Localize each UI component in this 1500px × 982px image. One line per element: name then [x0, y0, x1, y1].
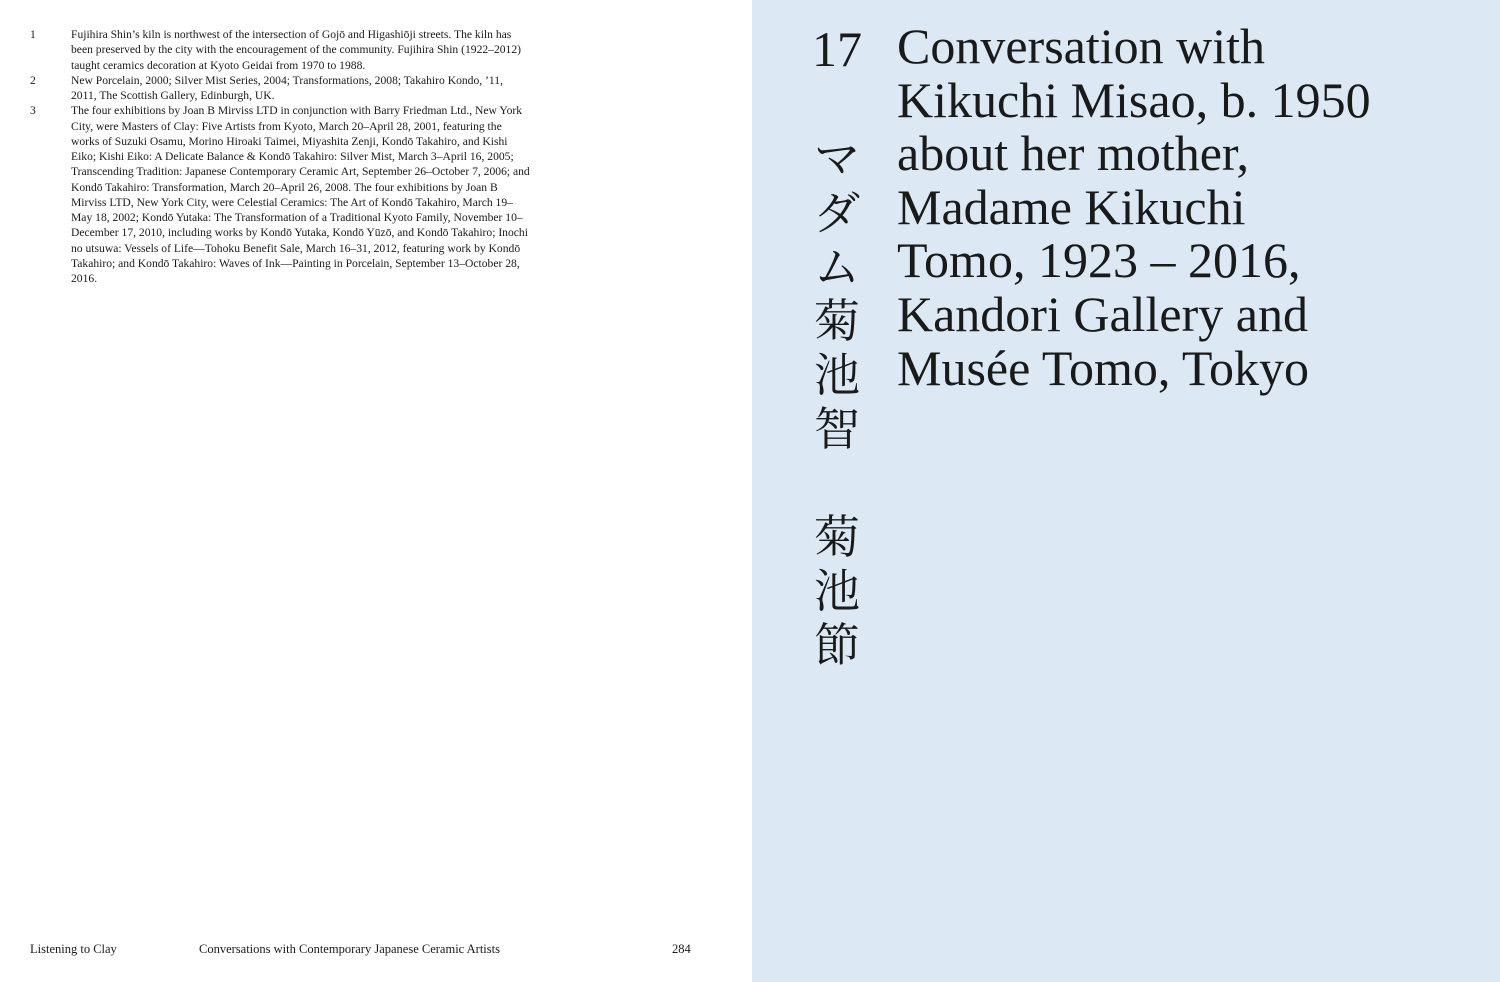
title-line: Tomo, 1923 – 2016,	[897, 232, 1301, 289]
japanese-char: 菊	[814, 294, 860, 348]
japanese-spacer	[812, 456, 862, 510]
footnote	[30, 73, 530, 104]
japanese-char: 池	[814, 564, 860, 618]
footnote	[30, 103, 530, 286]
chapter-number: 17	[812, 21, 862, 77]
japanese-char: ム	[814, 240, 860, 294]
title-line: about her mother,	[897, 125, 1250, 182]
footnote-number: 2	[30, 73, 36, 87]
title-line: Kikuchi Misao, b. 1950	[897, 71, 1371, 128]
japanese-char: ダ	[814, 186, 860, 240]
footnote-text: Fujihira Shin’s kiln is northwest of the intersection of Gojō and Higashiōji streets. The kiln has been preserved by the city with the encouragement of the community. Fujihira Shin (1922–2012) taught ceramics decoration at Kyoto Geidai from 1970 to 1988.	[71, 28, 522, 72]
japanese-name-column	[812, 132, 862, 672]
japanese-char: 節	[814, 618, 860, 672]
footnotes	[30, 27, 530, 286]
title-line: Conversation with	[897, 18, 1266, 74]
japanese-char: マ	[814, 132, 860, 186]
footnote-number: 3	[30, 104, 36, 118]
title-line: Madame Kikuchi	[897, 178, 1246, 235]
footnote-number: 1	[30, 28, 36, 41]
footnote	[30, 27, 530, 73]
chapter-title	[897, 20, 1487, 395]
japanese-char: 菊	[814, 510, 860, 564]
title-line: Musée Tomo, Tokyo	[897, 339, 1309, 396]
footer-book-title: Listening to Clay	[30, 942, 117, 956]
japanese-char: 智	[814, 402, 860, 456]
title-line: Kandori Gallery and	[897, 285, 1308, 342]
footnote-text: New Porcelain, 2000; Silver Mist Series, 2004; Transformations, 2008; Takahiro Kondo, ’11, 2011, The Scottish Gallery, Edinburgh, UK.	[71, 73, 503, 102]
japanese-char: 池	[814, 348, 860, 402]
footnote-text: The four exhibitions by Joan B Mirviss LTD in conjunction with Barry Friedman Ltd., New York City, were Masters of Clay: Five Artists from Kyoto, March 20–April 28, 2001, featuring the works of Suzuki Osamu, Morino Hiroaki Taimei, Miyashita Zenji, Kondō Takahiro, and Kishi Eiko; Kishi Eiko: A Delicate Balance & Kondō Takahiro: Silver Mist, March 3–April 16, 2005; Transcending Tradition: Japanese Contemporary Ceramic Art, September 26–October 7, 2006; and Kondō Takahiro: Transformation, March 20–April 26, 2008. The four exhibitions by Joan B Mirviss LTD, New York City, were Celestial Ceramics: The Art of Kondō Takahiro, March 19–May 18, 2002; Kondō Yutaka: The Transformation of a Traditional Kyoto Family, November 10–December 17, 2010, including works by Kondō Yutaka, Kondō Yūzō, and Kondō Takahiro; Inochi no utsuwa: Vessels of Life—Tohoku Benefit Sale, March 16–31, 2012, featuring work by Kondō Takahiro; and Kondō Takahiro: Waves of Ink—Painting in Porcelain, September 13–October 28, 2016.	[71, 104, 530, 285]
page-number: 284	[672, 942, 691, 956]
footer-subtitle: Conversations with Contemporary Japanese Ceramic Artists	[199, 942, 500, 956]
